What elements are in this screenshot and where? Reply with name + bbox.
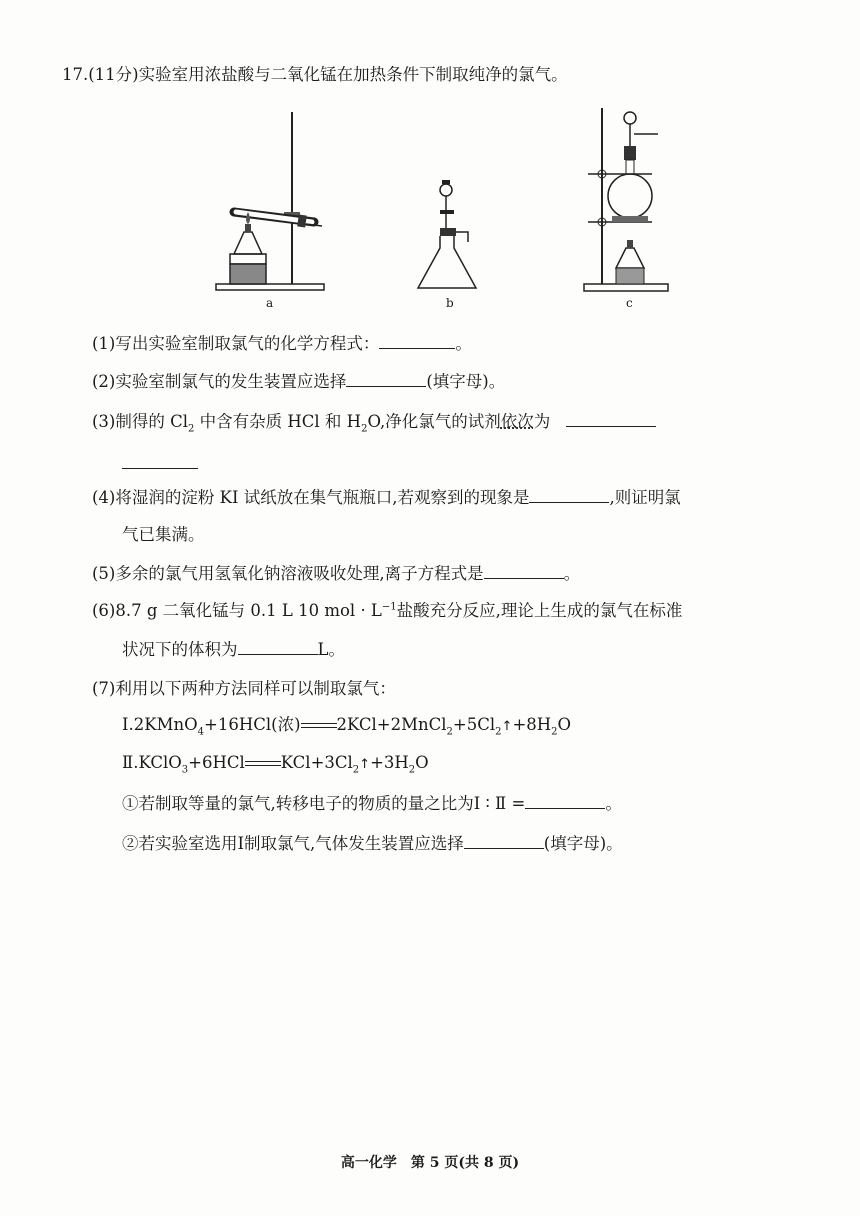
answer-blank-2[interactable] bbox=[346, 370, 426, 387]
question-7-part-2: ②若实验室选用Ⅰ制取氯气,气体发生装置应选择 (填字母)。 bbox=[122, 834, 623, 853]
equals-sign bbox=[245, 759, 281, 769]
question-3: (3)制得的 $Cl_2$ 中含有杂质 HCl 和 $H_2O$,净化氯气的试剂依次为 bbox=[92, 410, 656, 433]
answer-blank-5[interactable] bbox=[484, 562, 564, 579]
answer-blank-7-2[interactable] bbox=[464, 832, 544, 849]
question-4-line2: 气已集满。 bbox=[122, 525, 205, 544]
question-header: 17.(11分)实验室用浓盐酸与二氧化锰在加热条件下制取纯净的氯气。 bbox=[62, 65, 568, 84]
equation-1: Ⅰ.2KMnO$_4$+16HCl(浓) $2KCl+2MnCl_2+5Cl_2↑+8H_2O$ bbox=[122, 715, 572, 738]
apparatus-c-figure bbox=[582, 104, 672, 294]
question-1: (1)写出实验室制取氯气的化学方程式： 。 bbox=[92, 334, 472, 353]
answer-blank-7-1[interactable] bbox=[525, 792, 605, 809]
gas-arrow-icon: ↑ bbox=[501, 719, 513, 734]
question-7: (7)利用以下两种方法同样可以制取氯气： bbox=[92, 679, 396, 698]
page-footer: 高一化学 第 5 页(共 8 页) bbox=[340, 1155, 520, 1171]
question-4: (4)将湿润的淀粉 KI 试纸放在集气瓶瓶口,若观察到的现象是 ,则证明氯 bbox=[92, 488, 681, 507]
answer-blank-3a[interactable] bbox=[566, 410, 656, 427]
question-2: (2)实验室制氯气的发生装置应选择 (填字母)。 bbox=[92, 372, 506, 391]
question-7-part-1: ①若制取等量的氯气,转移电子的物质的量之比为Ⅰ ∶ Ⅱ = 。 bbox=[122, 794, 622, 813]
apparatus-b-figure bbox=[410, 176, 486, 294]
equation-2: Ⅱ.KClO$_3$+6HCl $KCl+3Cl_2↑+3H_2O$ bbox=[122, 753, 429, 776]
apparatus-a-figure bbox=[214, 104, 334, 294]
answer-blank-3b[interactable] bbox=[122, 452, 198, 469]
answer-blank-1[interactable] bbox=[379, 332, 455, 349]
question-5: (5)多余的氯气用氢氧化钠溶液吸收处理,离子方程式是 。 bbox=[92, 564, 581, 583]
question-6-line2: 状况下的体积为 L。 bbox=[122, 640, 345, 659]
gas-arrow-icon: ↑ bbox=[359, 757, 371, 772]
question-3-line2 bbox=[122, 452, 198, 475]
answer-blank-4[interactable] bbox=[529, 486, 609, 503]
figure-label-c: c bbox=[626, 296, 633, 310]
emphasis-dotted: 依次 bbox=[500, 412, 534, 431]
answer-blank-6[interactable] bbox=[238, 638, 318, 655]
question-6: (6)8.7 g 二氧化锰与 0.1 L 10 mol · $L^{-1}$盐酸充分反应,理论上生成的氯气在标准 bbox=[92, 601, 683, 620]
equals-sign bbox=[301, 721, 337, 731]
figure-label-a: a bbox=[266, 296, 274, 310]
figure-label-b: b bbox=[446, 296, 454, 310]
